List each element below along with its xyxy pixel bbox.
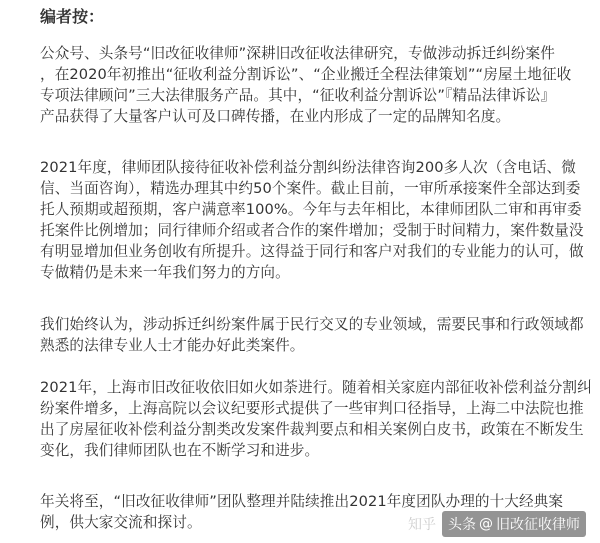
paragraph-line: 年关将至，“旧改征收律师”团队整理并陆续推出2021年度团队办理的十大经典案 [40, 493, 564, 510]
paragraph-belief [40, 314, 584, 356]
paragraph-line: ，在2020年初推出“征收利益分割诉讼”、“企业搬迁全程法律策划”“房屋土地征收 [40, 66, 572, 83]
paragraph-line: 变化，我们律师团队也在不断学习和进步。 [40, 442, 320, 459]
watermark-at: @ [479, 516, 493, 532]
watermark-toutiao-badge [442, 511, 586, 537]
paragraph-shanghai [40, 377, 592, 461]
paragraph-line: 出了房屋征收补偿利益分割类改发案件裁判要点和相关案例白皮书，政策在不断发生 [40, 421, 584, 438]
paragraph-line: 我们始终认为，涉动拆迁纠纷案件属于民行交叉的专业领域，需要民事和行政领域都 [40, 316, 584, 333]
watermark-account: 旧改征收律师 [496, 517, 580, 533]
paragraph-line: 熟悉的法律专业人士才能办好此类案件。 [40, 337, 305, 354]
paragraph-line: 信、当面咨询），精选办理其中约50个案件。截止目前，一审所承接案件全部达到委 [40, 180, 581, 197]
paragraph-line: 专做精仍是未来一年我们努力的方向。 [40, 264, 290, 281]
paragraph-line: 公众号、头条号“旧改征收律师”深耕旧改征收法律研究，专做涉动拆迁纠纷案件 [40, 45, 555, 62]
paragraph-line: 托案件比例增加；同行律师介绍或者合作的案件增加；受制于时间精力，案件数量没 [40, 222, 584, 239]
paragraph-line: 专项法律顾问”三大法律服务产品。其中，“征收利益分割诉讼”『精品法律诉讼』 [40, 87, 556, 104]
watermark-zhihu: 知乎 [408, 517, 436, 533]
paragraph-line: 产品获得了大量客户认可及口碑传播，在业内形成了一定的品牌知名度。 [40, 108, 511, 125]
watermark-platform: 头条 [448, 517, 476, 533]
paragraph-line: 2021年，上海市旧改征收依旧如火如荼进行。随着相关家庭内部征收补偿利益分割纠 [40, 379, 592, 396]
paragraph-line: 例，供大家交流和探讨。 [40, 514, 202, 531]
paragraph-2021-review [40, 157, 584, 283]
paragraph-intro [40, 43, 580, 127]
paragraph-line: 有明显增加但业务创收有所提升。这得益于同行和客户对我们的专业能力的认可，做 [40, 243, 584, 260]
paragraph-line: 2021年度，律师团队接待征收补偿利益分割纠纷法律咨询200多人次（含电话、微 [40, 159, 576, 176]
paragraph-line: 纷案件增多，上海高院以会议纪要形式提供了一些审判口径指导，上海二中法院也推 [40, 400, 584, 417]
editor-note-heading: 编者按： [40, 7, 105, 26]
watermark [408, 510, 586, 538]
paragraph-line: 托人预期或超预期，客户满意率100%。今年与去年相比，本律师团队二审和再审委 [40, 201, 582, 218]
